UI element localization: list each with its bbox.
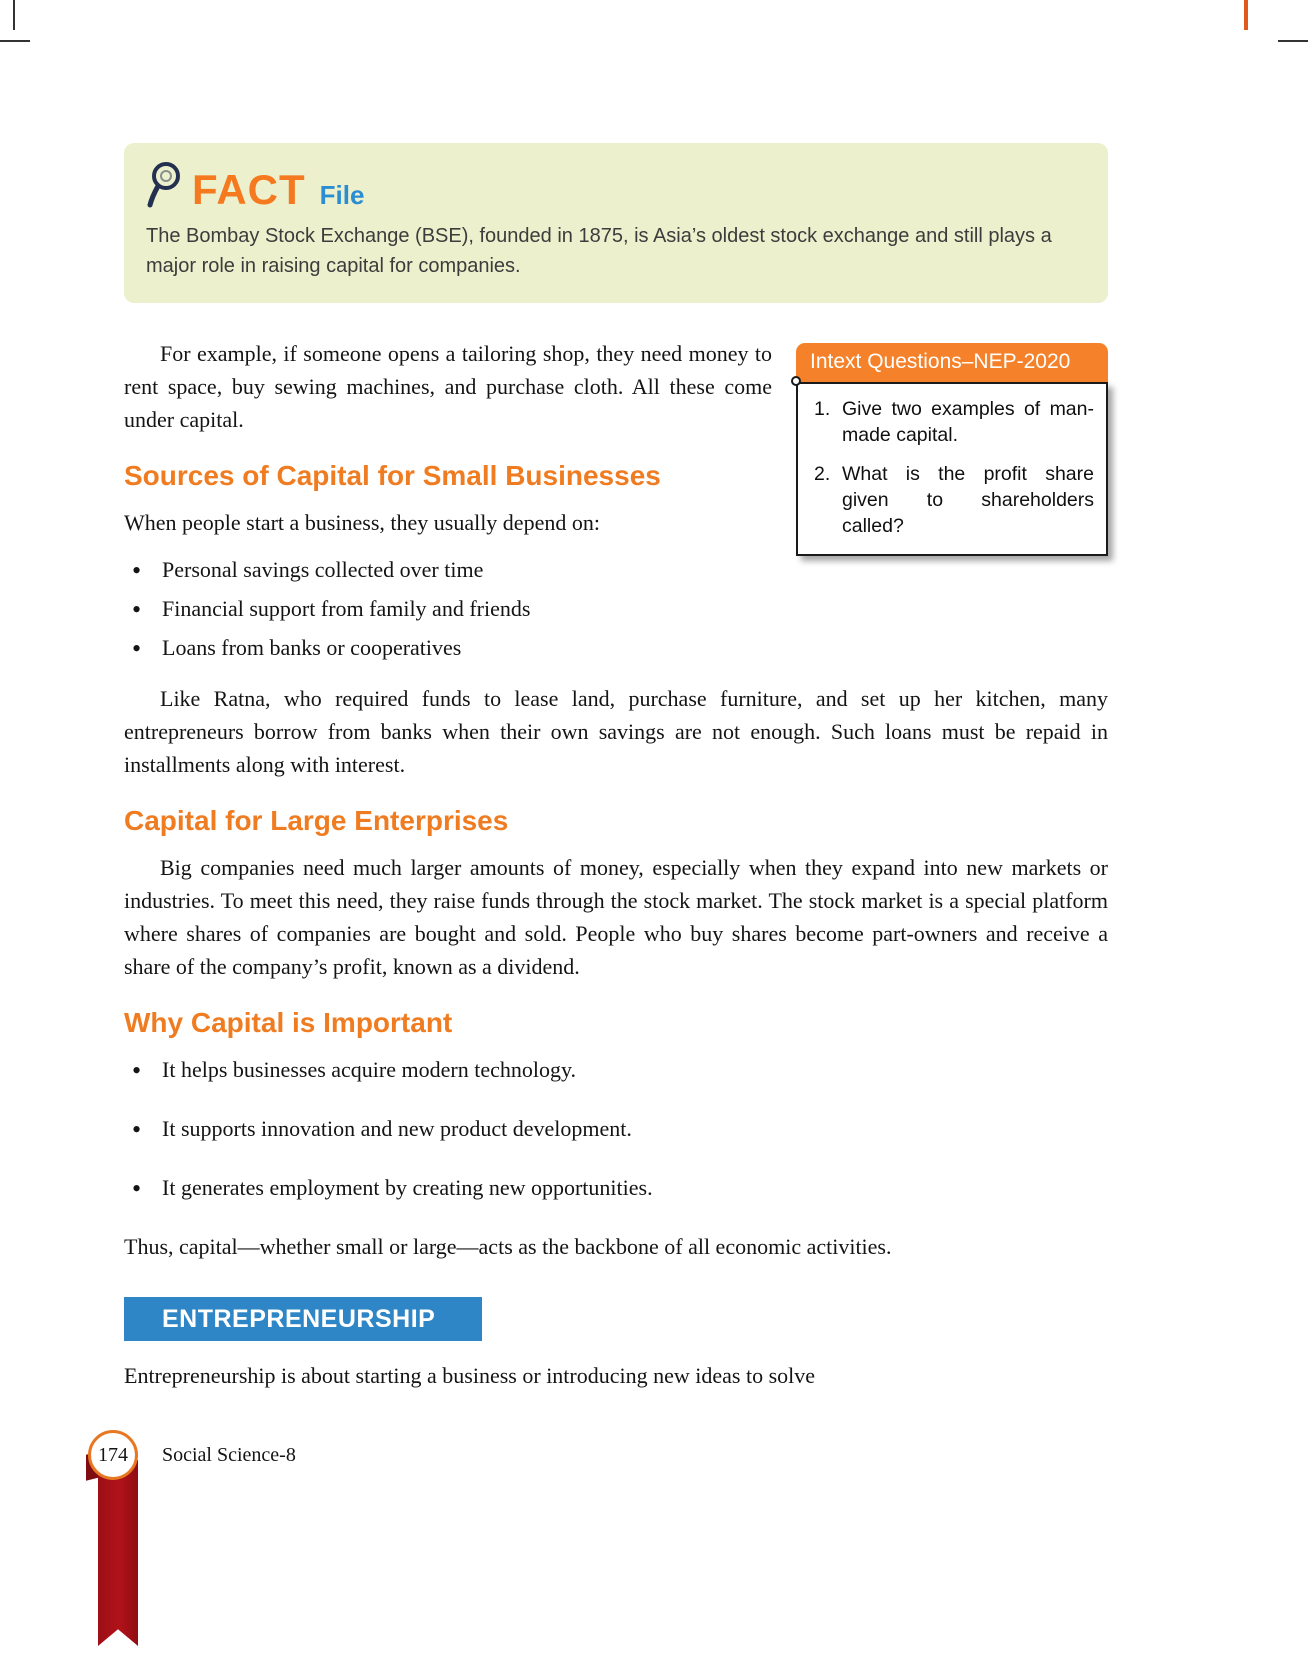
heading-why-capital-important: Why Capital is Important bbox=[124, 1007, 453, 1038]
bullet-item: • Loans from banks or cooperatives bbox=[124, 631, 1108, 664]
intext-question-item: Give two examples of man-made capital. bbox=[842, 398, 1094, 447]
intext-question-item: What is the profit share given to shareholders called? bbox=[842, 462, 1094, 538]
importance-bullet-list bbox=[124, 1053, 1108, 1204]
intext-questions-box bbox=[796, 343, 1108, 556]
page-content bbox=[124, 143, 1108, 1406]
page-number-badge: 174 bbox=[88, 1430, 138, 1480]
bullet-item: • Financial support from family and friends bbox=[124, 592, 1108, 625]
paragraph-capital-backbone: Thus, capital—whether small or large—acts as the backbone of all economic activities. bbox=[124, 1234, 892, 1259]
bullet-item: • It helps businesses acquire modern technology. bbox=[124, 1053, 1108, 1086]
bullet-item: • Personal savings collected over time bbox=[124, 553, 1108, 586]
crop-mark-top-left-horizontal bbox=[0, 40, 30, 42]
fact-file-box bbox=[124, 143, 1108, 303]
entrepreneurship-banner bbox=[124, 1297, 482, 1341]
paragraph-ratna-loans: Like Ratna, who required funds to lease land, purchase furniture, and set up her kitchen, many entrepreneurs borrow from banks when their own savings are not enough. Such loans must be repaid in installments along with interest. bbox=[124, 686, 1108, 777]
crop-mark-top-right-horizontal bbox=[1278, 40, 1308, 42]
heading-sources-of-capital: Sources of Capital for Small Businesses bbox=[124, 460, 661, 491]
crop-mark-top-left-vertical bbox=[13, 0, 15, 30]
fact-file-text: The Bombay Stock Exchange (BSE), founded in 1875, is Asia’s oldest stock exchange and still plays a major role in raising capital for companies. bbox=[146, 225, 1052, 277]
intext-questions-header: Intext Questions–NEP-2020 bbox=[796, 343, 1108, 382]
bullet-item: • It generates employment by creating new opportunities. bbox=[124, 1171, 1108, 1204]
intext-questions-body bbox=[796, 382, 1108, 556]
paragraph-depend-on: When people start a business, they usually depend on: bbox=[124, 510, 600, 535]
paragraph-capital-example: For example, if someone opens a tailoring shop, they need money to rent space, buy sewing machines, and purchase cloth. All these come under capital. bbox=[124, 341, 772, 432]
paragraph-entrepreneurship-intro: Entrepreneurship is about starting a business or introducing new ideas to solve bbox=[124, 1363, 816, 1388]
bullet-item: • It supports innovation and new product development. bbox=[124, 1112, 1108, 1145]
connector-dot-icon bbox=[791, 376, 801, 386]
fact-file-title: FACT bbox=[192, 166, 306, 213]
heading-capital-large-enterprises: Capital for Large Enterprises bbox=[124, 805, 509, 836]
fact-file-title-row bbox=[142, 159, 1086, 211]
fact-file-subtitle: File bbox=[319, 180, 365, 211]
bookmark-ribbon bbox=[98, 1460, 138, 1646]
magnifier-icon bbox=[142, 159, 188, 211]
crop-mark-top-right-orange bbox=[1244, 0, 1248, 30]
paragraph-big-companies: Big companies need much larger amounts of money, especially when they expand into new markets or industries. To meet this need, they raise funds through the stock market. The stock market is a special platform where shares of companies are bought and sold. People who buy shares become part-owners and receive a share of the company’s profit, known as a dividend. bbox=[124, 855, 1108, 979]
sources-bullet-list bbox=[124, 553, 1108, 664]
entrepreneurship-banner-label: ENTREPRENEURSHIP bbox=[162, 1304, 436, 1333]
book-title: Social Science-8 bbox=[162, 1444, 296, 1466]
intext-questions-list bbox=[812, 396, 1094, 540]
